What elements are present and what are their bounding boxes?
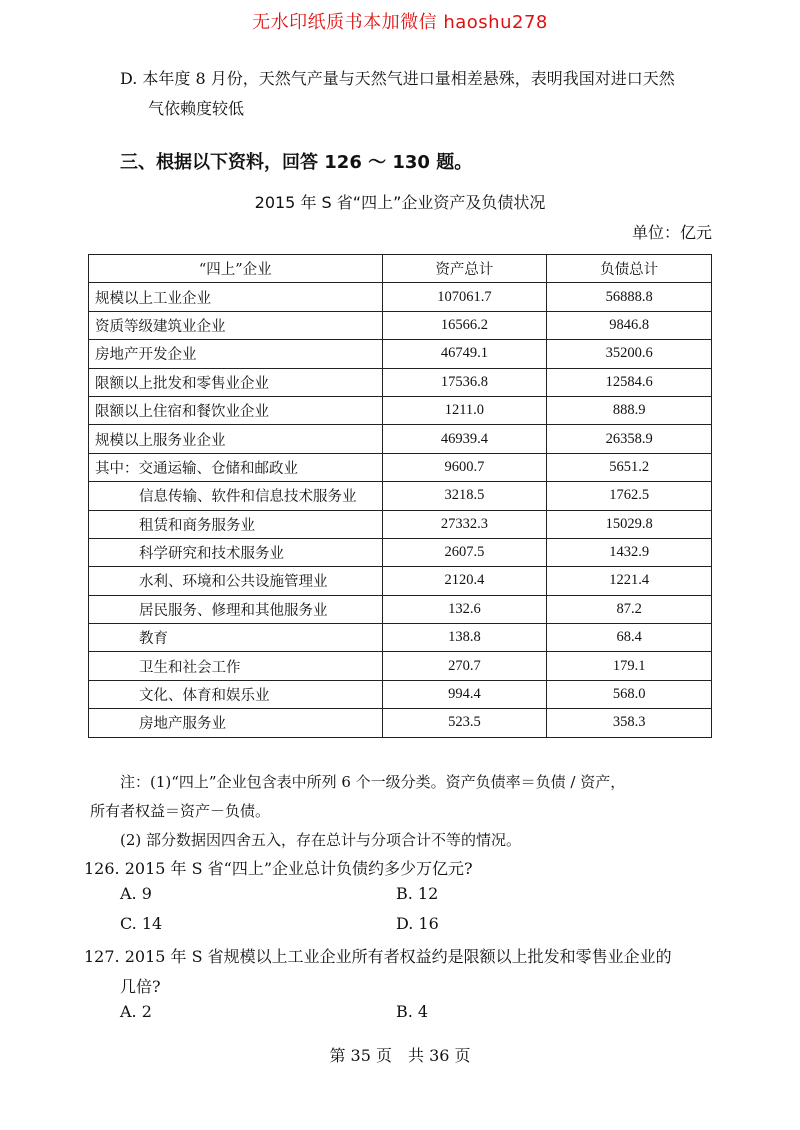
row-assets: 16566.2 [382,311,547,339]
table-row [89,624,712,652]
watermark: 无水印纸质书本加微信 haoshu278 [252,12,548,33]
table-row [89,680,712,708]
header-liabilities: 负债总计 [547,255,712,283]
table-row [89,510,712,538]
option-a: A. 2 [120,1002,152,1021]
table-row [89,482,712,510]
table-title: 2015 年 S 省“四上”企业资产及负债状况 [254,193,546,212]
row-name: 资质等级建筑业企业 [89,311,383,339]
header-assets: 资产总计 [382,255,547,283]
row-assets: 2120.4 [382,567,547,595]
table-row [89,652,712,680]
note-line-2: 所有者权益＝资产－负债。 [90,802,271,820]
option-b: B. 4 [396,1002,429,1021]
note-line-1: 注：(1)“四上”企业包含表中所列 6 个一级分类。资产负债率＝负债 / 资产， [120,773,626,791]
row-name: 水利、环境和公共设施管理业 [89,567,383,595]
row-assets: 46749.1 [382,340,547,368]
option-b: B. 12 [396,884,439,903]
question-126-stem: 126. 2015 年 S 省“四上”企业总计负债约多少万亿元? [84,859,473,878]
row-name: 房地产服务业 [89,709,383,737]
table-row [89,567,712,595]
table-notes [90,768,720,855]
row-liabilities: 1221.4 [547,567,712,595]
row-assets: 27332.3 [382,510,547,538]
option-d-line-2: 气依赖度较低 [148,99,245,118]
row-liabilities: 15029.8 [547,510,712,538]
row-assets: 138.8 [382,624,547,652]
table-row [89,283,712,311]
row-liabilities: 568.0 [547,680,712,708]
row-liabilities: 1432.9 [547,538,712,566]
header-enterprise: “四上”企业 [89,255,383,283]
row-assets: 17536.8 [382,368,547,396]
table-row [89,396,712,424]
row-name: 规模以上服务业企业 [89,425,383,453]
option-d-line-1: D. 本年度 8 月份，天然气产量与天然气进口量相差悬殊，表明我国对进口天然 [120,69,675,88]
note-line-3: (2) 部分数据因四舍五入，存在总计与分项合计不等的情况。 [120,831,522,849]
row-name: 文化、体育和娱乐业 [89,680,383,708]
table-row [89,453,712,481]
table-row [89,368,712,396]
row-assets: 107061.7 [382,283,547,311]
row-name: 信息传输、软件和信息技术服务业 [89,482,383,510]
table-header-row [89,255,712,283]
row-name: 规模以上工业企业 [89,283,383,311]
row-liabilities: 35200.6 [547,340,712,368]
row-name: 科学研究和技术服务业 [89,538,383,566]
row-liabilities: 1762.5 [547,482,712,510]
row-assets: 3218.5 [382,482,547,510]
row-liabilities: 9846.8 [547,311,712,339]
table-row [89,340,712,368]
question-127-stem [84,942,724,1002]
row-assets: 1211.0 [382,396,547,424]
option-a: A. 9 [120,884,152,903]
row-assets: 270.7 [382,652,547,680]
row-liabilities: 358.3 [547,709,712,737]
table-row [89,425,712,453]
q127-line-2: 几倍? [120,977,161,996]
row-assets: 523.5 [382,709,547,737]
row-name: 限额以上住宿和餐饮业企业 [89,396,383,424]
row-name: 房地产开发企业 [89,340,383,368]
row-liabilities: 56888.8 [547,283,712,311]
row-assets: 2607.5 [382,538,547,566]
row-name: 卫生和社会工作 [89,652,383,680]
row-assets: 46939.4 [382,425,547,453]
row-assets: 132.6 [382,595,547,623]
row-liabilities: 179.1 [547,652,712,680]
q127-line-1: 127. 2015 年 S 省规模以上工业企业所有者权益约是限额以上批发和零售业企业的 [84,947,672,966]
section-heading: 三、根据以下资料，回答 126 ～ 130 题。 [120,152,473,173]
row-liabilities: 87.2 [547,595,712,623]
row-liabilities: 5651.2 [547,453,712,481]
previous-option-d [120,64,720,124]
row-name: 其中：交通运输、仓储和邮政业 [89,453,383,481]
row-assets: 994.4 [382,680,547,708]
table-row [89,595,712,623]
table-row [89,311,712,339]
row-liabilities: 68.4 [547,624,712,652]
row-name: 居民服务、修理和其他服务业 [89,595,383,623]
option-d: D. 16 [396,914,439,933]
row-assets: 9600.7 [382,453,547,481]
assets-liabilities-table [88,254,712,738]
table-row [89,709,712,737]
page-number: 第 35 页 共 36 页 [329,1046,471,1065]
row-name: 租赁和商务服务业 [89,510,383,538]
table-unit: 单位：亿元 [631,223,712,242]
row-name: 教育 [89,624,383,652]
row-liabilities: 26358.9 [547,425,712,453]
row-name: 限额以上批发和零售业企业 [89,368,383,396]
row-liabilities: 12584.6 [547,368,712,396]
option-c: C. 14 [120,914,163,933]
row-liabilities: 888.9 [547,396,712,424]
table-row [89,538,712,566]
